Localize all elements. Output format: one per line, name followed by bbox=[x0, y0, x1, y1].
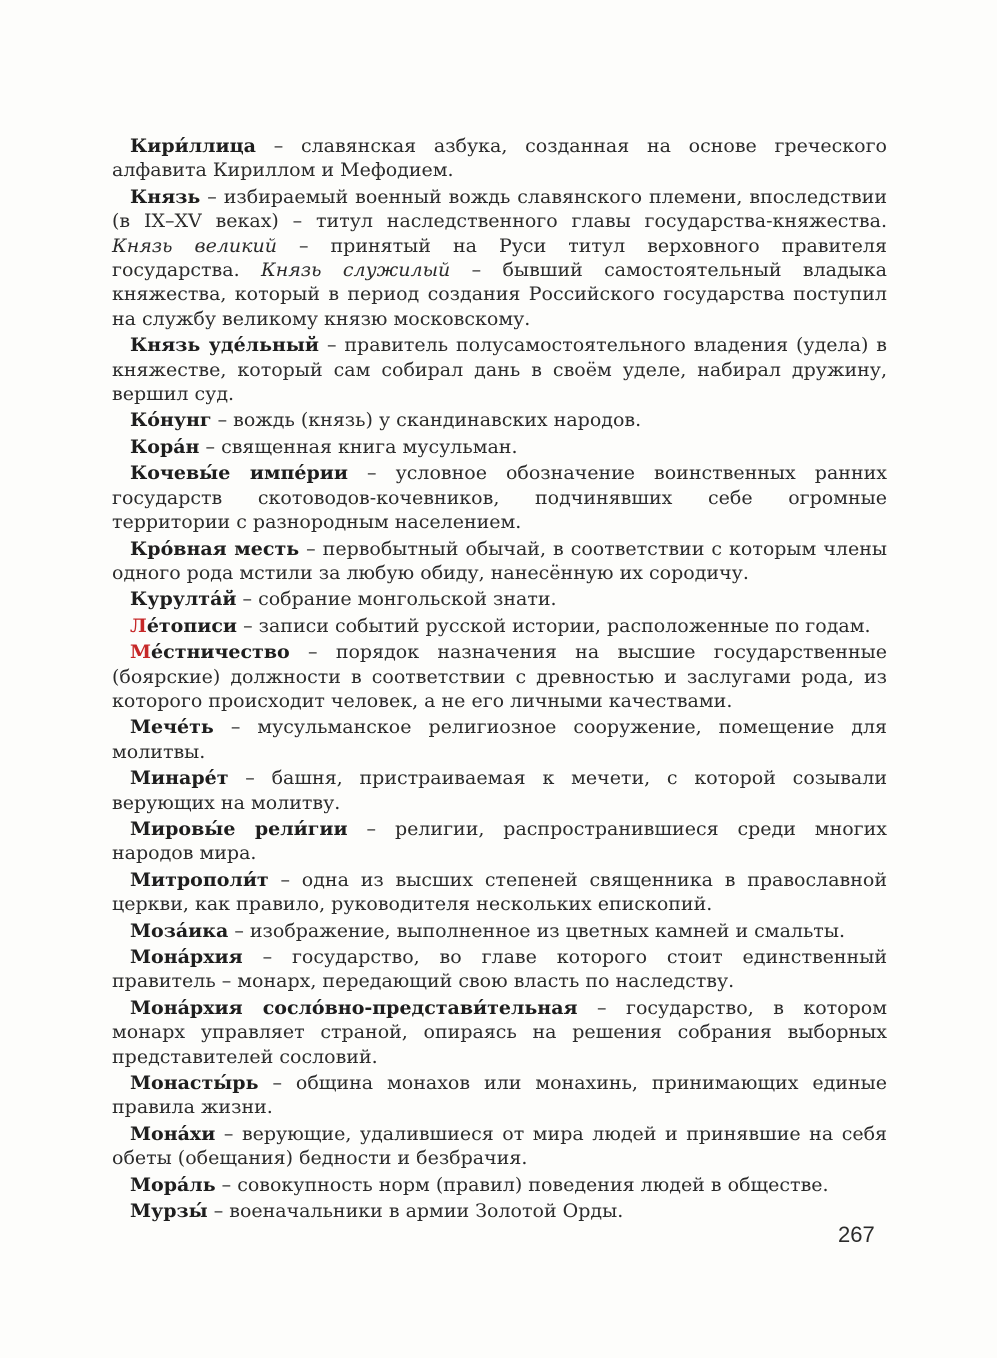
glossary-definition: собрание монгольской знати. bbox=[258, 588, 557, 611]
glossary-entry-knyaz bbox=[112, 185, 887, 331]
glossary-term: Мече́ть bbox=[130, 716, 214, 739]
term-dash: – bbox=[207, 185, 217, 208]
glossary-entry-moral bbox=[112, 1173, 887, 1197]
glossary-term: Мора́ль bbox=[130, 1173, 216, 1196]
glossary-term: Мона́рхия сосло́вно-представи́тельная bbox=[130, 996, 578, 1019]
glossary-definition: религии, распространившиеся среди многих народов мира. bbox=[112, 817, 888, 865]
glossary-definition: мусульманское религиозное сооружение, помещение для молитвы. bbox=[112, 716, 887, 763]
page-number: 267 bbox=[838, 1222, 875, 1247]
glossary-term: Монасты́рь bbox=[130, 1072, 259, 1095]
glossary-definition: община монахов или монахинь, принимающих единые правила жизни. bbox=[112, 1072, 887, 1119]
term-dash: – bbox=[262, 946, 273, 968]
glossary-definition: башня, пристраиваемая к мечети, с которой созывали верующих на молитву. bbox=[112, 767, 887, 814]
glossary-entry-mestnichestvo bbox=[112, 640, 887, 713]
glossary-list bbox=[112, 134, 887, 1225]
glossary-entry-monakhi bbox=[112, 1122, 887, 1171]
glossary-term: Мировы́е рели́гии bbox=[130, 817, 348, 840]
glossary-definition: – бывший самостоятельный владыка княжества, который в период создания Российского государства поступил на службу великому князю московскому. bbox=[112, 259, 888, 330]
glossary-term: Кочевы́е импе́рии bbox=[130, 462, 348, 485]
glossary-entry-monarkhiya-soslovno bbox=[112, 996, 887, 1069]
glossary-term: Курулта́й bbox=[130, 588, 237, 611]
glossary-definition: – принятый на Руси титул верховного правителя государства. bbox=[112, 234, 887, 282]
glossary-entry-monastyr bbox=[112, 1071, 887, 1120]
term-dash: – bbox=[280, 868, 290, 891]
glossary-entry-kirillitsa bbox=[112, 134, 887, 183]
glossary-definition: одна из высших степеней священника в православной церкви, как правило, руководителя нескольких епископий. bbox=[112, 868, 887, 916]
glossary-entry-kochevye-imperii bbox=[112, 461, 887, 534]
section-letter-marker: М bbox=[130, 641, 152, 664]
glossary-subterm: Князь служилый bbox=[261, 259, 451, 282]
glossary-entry-mitropolit bbox=[112, 868, 887, 917]
term-dash: – bbox=[367, 462, 377, 485]
glossary-definition: военачальники в армии Золотой Орды. bbox=[229, 1200, 624, 1223]
term-dash: – bbox=[242, 588, 253, 611]
glossary-entry-konung bbox=[112, 408, 887, 432]
glossary-definition: условное обозначение воинственных ранних государств скотоводов-кочевников, подчинявших себе огромные территории с разнородным населением. bbox=[112, 462, 888, 534]
glossary-term: е́стничество bbox=[151, 641, 290, 664]
term-dash: – bbox=[217, 409, 228, 432]
term-dash: – bbox=[272, 1072, 282, 1095]
term-dash: – bbox=[366, 817, 377, 840]
term-dash: – bbox=[234, 919, 244, 942]
glossary-term: Моза́ика bbox=[130, 919, 229, 942]
section-letter-marker: Л bbox=[130, 614, 147, 637]
term-dash: – bbox=[308, 641, 318, 664]
glossary-entry-knyaz-udelny bbox=[112, 333, 887, 406]
glossary-term: Мурзы́ bbox=[130, 1200, 208, 1223]
glossary-definition: правитель полусамостоятельного владения (удела) в княжестве, который сам собирал дань в своём уделе, набирал дружину, вершил суд. bbox=[112, 334, 887, 406]
glossary-term: Князь bbox=[130, 185, 201, 208]
glossary-definition: изображение, выполненное из цветных камней и смальты. bbox=[249, 919, 845, 942]
glossary-entry-mechet bbox=[112, 715, 887, 764]
glossary-definition: записи событий русской истории, расположенные по годам. bbox=[258, 614, 871, 637]
glossary-term: Минаре́т bbox=[130, 767, 229, 790]
glossary-entry-letopisi bbox=[112, 614, 887, 638]
glossary-term: е́тописи bbox=[146, 614, 238, 637]
glossary-definition: священная книга мусульман. bbox=[221, 435, 518, 458]
term-dash: – bbox=[243, 614, 253, 637]
term-dash: – bbox=[306, 537, 316, 560]
glossary-subterm: Князь великий bbox=[112, 234, 277, 257]
glossary-entry-krovnaya-mest bbox=[112, 537, 887, 586]
glossary-term: Кири́ллица bbox=[130, 135, 256, 157]
glossary-definition: вождь (князь) у скандинавских народов. bbox=[233, 409, 642, 432]
term-dash: – bbox=[230, 716, 241, 739]
term-dash: – bbox=[597, 996, 607, 1019]
term-dash: – bbox=[326, 334, 337, 357]
glossary-entry-mozaika bbox=[112, 919, 887, 943]
glossary-definition: государство, в котором монарх управляет страной, опираясь на решения собрания выборных представителей сословий. bbox=[112, 996, 888, 1068]
glossary-entry-mirovye-religii bbox=[112, 817, 887, 866]
term-dash: – bbox=[213, 1200, 224, 1223]
glossary-definition: славянская азбука, созданная на основе греческого алфавита Кириллом и Мефодием. bbox=[112, 135, 887, 182]
term-dash: – bbox=[205, 435, 216, 458]
glossary-term: Кро́вная месть bbox=[130, 537, 300, 560]
glossary-entry-minaret bbox=[112, 766, 887, 815]
glossary-definition: избираемый военный вождь славянского племени, впоследствии (в IX–XV веках) – титул наследственного главы государства-княжества. bbox=[112, 185, 887, 233]
glossary-term: Митрополи́т bbox=[130, 868, 269, 891]
glossary-term: Мона́рхия bbox=[130, 946, 243, 968]
glossary-definition: первобытный обычай, в соответствии с которым члены одного рода мстили за любую обиду, нанесённую их сородичу. bbox=[112, 537, 888, 584]
glossary-term: Мона́хи bbox=[130, 1122, 216, 1145]
glossary-term: Князь уде́льный bbox=[130, 334, 320, 357]
glossary-entry-koran bbox=[112, 435, 887, 459]
term-dash: – bbox=[273, 135, 284, 157]
glossary-term: Ко́нунг bbox=[130, 409, 212, 432]
glossary-definition: верующие, удалившиеся от мира людей и принявшие на себя обеты (обещания) бедности и безбрачия. bbox=[112, 1122, 887, 1170]
glossary-definition: порядок назначения на высшие государственные (боярские) должности в соответствии с древностью и заслугами рода, из которого происходит человек, а не его личными качествами. bbox=[112, 641, 887, 712]
glossary-entry-kurultai bbox=[112, 587, 887, 611]
glossary-entry-murzy bbox=[112, 1199, 887, 1223]
glossary-term: Кора́н bbox=[130, 435, 200, 458]
glossary-definition: совокупность норм (правил) поведения людей в обществе. bbox=[237, 1173, 829, 1196]
term-dash: – bbox=[223, 1122, 234, 1145]
glossary-definition: государство, во главе которого стоит единственный правитель – монарх, передающий свою власть по наследству. bbox=[112, 946, 888, 993]
term-dash: – bbox=[221, 1173, 232, 1196]
term-dash: – bbox=[245, 767, 255, 790]
glossary-entry-monarkhiya bbox=[112, 945, 887, 994]
